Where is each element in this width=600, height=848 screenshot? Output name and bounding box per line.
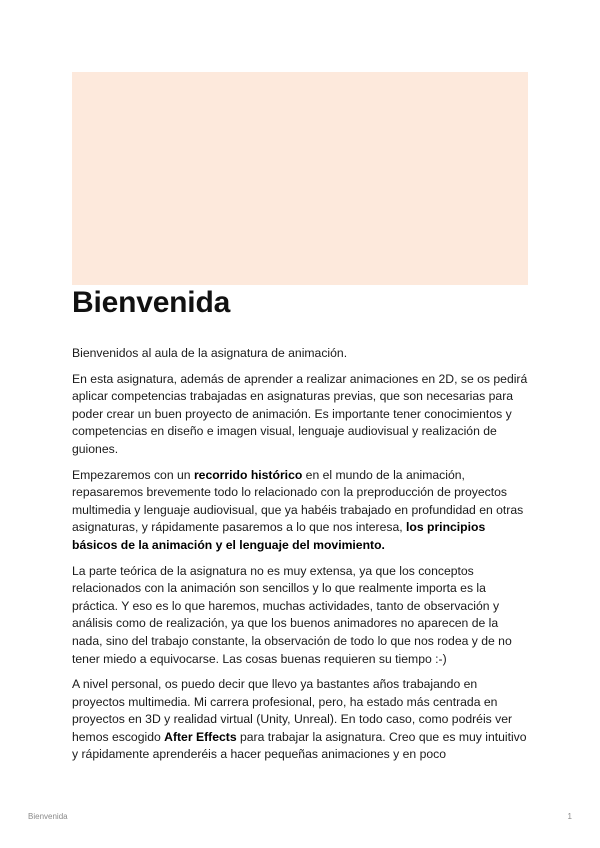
cover-banner [72,72,528,285]
footer-page-number: 1 [567,812,572,821]
paragraph-recorrido: Empezaremos con un recorrido histórico en el mundo de la animación, repasaremos brevemente todo lo relacionado con la preproducción de proyectos multimedia y lenguaje audiovisual, que ya habéis trabajado en profundidad en otras asignaturas, y rápidamente pasaremos a lo que nos interesa, los principios básicos de la animación y el lenguaje del movimiento. [72,467,524,552]
bold-after-effects: After Effects [164,729,237,744]
page-title: Bienvenida [72,286,231,319]
paragraph-nivel-personal: A nivel personal, os puedo decir que llevo ya bastantes años trabajando en proyectos multimedia. Mi carrera profesional, pero, ha estado más centrada en proyectos en 3D y realidad virtual (Unity, Unreal). En todo caso, como podréis ver hemos escogido After Effects para trabajar la asignatura. Creo que es muy intuitivo y rápidamente aprenderéis a hacer pequeñas animaciones y en poco [72,677,527,762]
paragraph-asignatura: En esta asignatura, además de aprender a realizar animaciones en 2D, se os pedirá aplicar competencias trabajadas en asignaturas previas, que son necesarias para poder crear un buen proyecto de animación. Es importante tener conocimientos y competencias en diseño e imagen visual, lenguaje audiovisual y realización de guiones. [72,371,528,456]
paragraph-parte-teorica: La parte teórica de la asignatura no es muy extensa, ya que los conceptos relacionados con la animación son sencillos y lo que realmente importa es la práctica. Y eso es lo que haremos, muchas actividades, tanto de observación y análisis como de realización, ya que los buenos animadores no aparecen de la nada, sino del trabajo constante, la observación de todo lo que nos rodea y de no tener miedo a equivocarse. Las cosas buenas requieren su tiempo :-) [72,563,512,666]
paragraph-intro: Bienvenidos al aula de la asignatura de animación. [72,346,348,360]
bold-principios-basicos: los principios básicos de la animación y el lenguaje del movimiento. [72,520,486,552]
bold-recorrido-historico: recorrido histórico [193,467,303,482]
document-body [72,345,532,772]
footer-section-title: Bienvenida [28,812,68,821]
